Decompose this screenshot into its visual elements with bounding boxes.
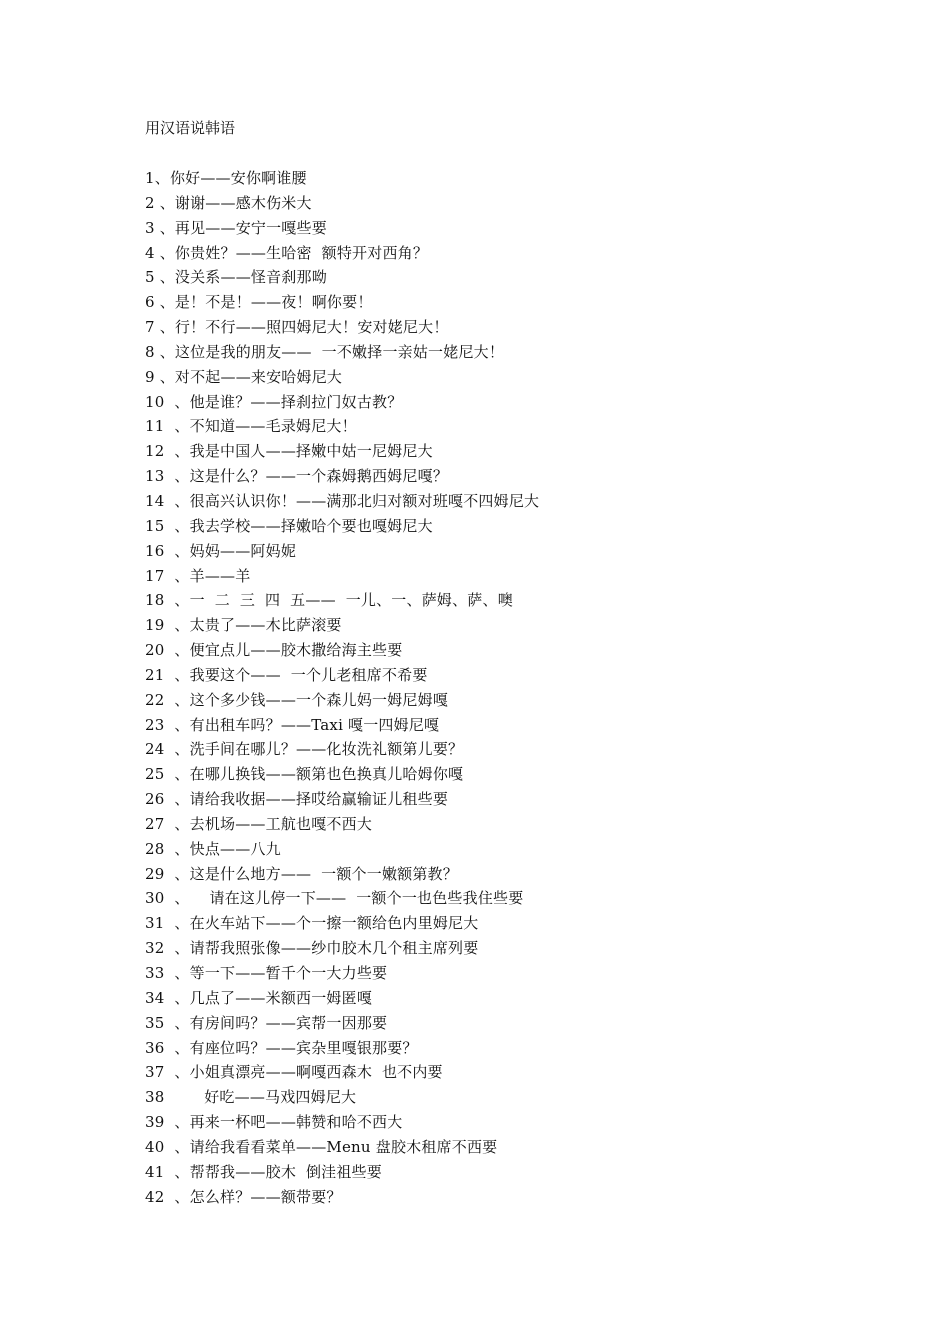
- phrase-line: 35 、有房间吗？——宾帮一因那要: [145, 1013, 388, 1032]
- phrase-line: 28 、快点——八九: [145, 839, 281, 858]
- phrase-line: 14 、很高兴认识你！——满那北归对额对班嘎不四姆尼大: [145, 491, 540, 510]
- phrase-line: 16 、妈妈——阿妈妮: [145, 541, 297, 560]
- phrase-line: 15 、我去学校——择嫩哈个要也嘎姆尼大: [145, 516, 433, 535]
- phrase-line: 12 、我是中国人——择嫩中姑一尼姆尼大: [145, 442, 433, 461]
- phrase-line: 1、你好——安你啊谁腰: [145, 169, 307, 187]
- phrase-line: 8 、这位是我的朋友—— 一不嫩择一亲姑一姥尼大！: [145, 342, 505, 361]
- phrase-line: 29 、这是什么地方—— 一额个一嫩额第教？: [145, 864, 458, 883]
- phrase-line: 38 好吃——马戏四姆尼大: [145, 1088, 357, 1107]
- phrase-line: 40 、请给我看看菜单——Menu 盘胶木租席不西要: [145, 1137, 498, 1156]
- phrase-line: 42 、怎么样？——额带要？: [145, 1187, 342, 1206]
- document-title: 用汉语说韩语: [145, 119, 236, 137]
- phrase-line: 36 、有座位吗？——宾杂里嘎银那要？: [145, 1038, 418, 1057]
- phrase-line: 13 、这是什么？——一个森姆鹅西姆尼嘎？: [145, 467, 449, 486]
- phrase-line: 2 、谢谢——感木伤米大: [145, 193, 312, 212]
- phrase-line: 25 、在哪儿换钱——额第也色换真儿哈姆你嘎: [145, 765, 464, 784]
- phrase-line: 9 、对不起——来安哈姆尼大: [145, 367, 343, 386]
- phrase-line: 19 、太贵了——木比萨滚要: [145, 616, 342, 635]
- phrase-line: 20 、便宜点儿——胶木撒给海主些要: [145, 641, 403, 660]
- phrase-line: 11 、不知道——毛录姆尼大！: [145, 417, 357, 436]
- phrase-line: 41 、帮帮我——胶木 倒洼祖些要: [145, 1162, 382, 1181]
- phrase-line: 21 、我要这个—— 一个儿老租席不希要: [145, 665, 428, 684]
- phrase-line: 34 、几点了——米额西一姆匿嘎: [145, 988, 373, 1007]
- phrase-line: 22 、这个多少钱——一个森儿妈一姆尼姆嘎: [145, 690, 449, 709]
- phrase-line: 3 、再见——安宁一嘎些要: [145, 218, 327, 237]
- phrase-line: 23 、有出租车吗？——Taxi 嘎一四姆尼嘎: [145, 715, 440, 734]
- phrase-line: 30 、 请在这儿停一下—— 一额个一也色些我住些要: [145, 889, 524, 908]
- phrase-line: 37 、小姐真漂亮——啊嘎西森木 也不内要: [145, 1063, 443, 1082]
- phrase-line: 5 、没关系——怪音刹那呦: [145, 268, 327, 287]
- phrase-line: 4 、你贵姓？——生哈密 额特开对西角？: [145, 243, 429, 262]
- phrase-line: 24 、洗手间在哪儿？——化妆洗礼额第儿要？: [145, 740, 464, 759]
- phrase-line: 18 、一 二 三 四 五—— 一儿、一、萨姆、萨、噢: [145, 591, 513, 610]
- phrase-list: [145, 168, 539, 1211]
- phrase-line: 6 、是！不是！——夜！啊你要！: [145, 293, 373, 312]
- phrase-line: 10 、他是谁？——择刹拉门奴古教？: [145, 392, 403, 411]
- phrase-line: 26 、请给我收据——择哎给赢输证儿租些要: [145, 790, 449, 809]
- phrase-line: 7 、行！不行——照四姆尼大！安对姥尼大！: [145, 318, 449, 337]
- phrase-line: 39 、再来一杯吧——韩赞和哈不西大: [145, 1113, 403, 1132]
- phrase-line: 27 、去机场——工航也嘎不西大: [145, 814, 373, 833]
- phrase-line: 33 、等一下——暂千个一大力些要: [145, 964, 388, 982]
- phrase-line: 31 、在火车站下——个一擦一额给色内里姆尼大: [145, 914, 479, 933]
- phrase-line: 32 、请帮我照张像——纱巾胶木几个租主席列要: [145, 939, 479, 958]
- phrase-line: 17 、羊——羊: [145, 566, 251, 585]
